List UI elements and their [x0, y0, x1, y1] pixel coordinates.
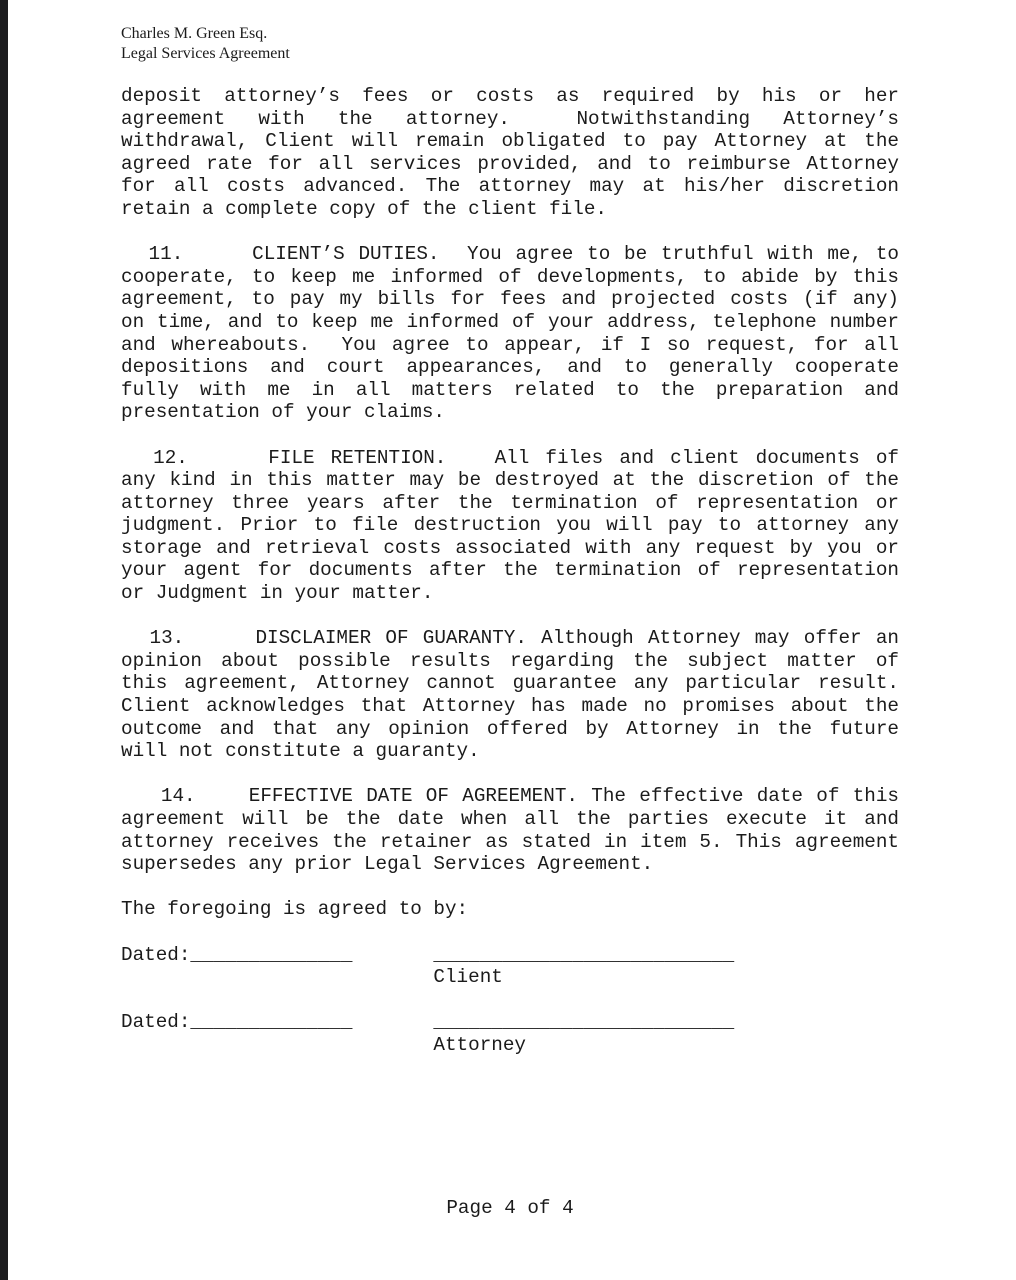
paragraph-line: for all costs advanced. The attorney may at his/her discretion: [121, 175, 899, 198]
paragraph-13-disclaimer-of-guaranty: [121, 627, 899, 763]
paragraph-line: attorney receives the retainer as stated in item 5. This agreement: [121, 830, 899, 853]
paragraph-line: agreement, to pay my bills for fees and projected costs (if any): [121, 288, 899, 311]
paragraph-line: any kind in this matter may be destroyed at the discretion of the: [121, 469, 899, 492]
paragraph-line: agreement will be the date when all the parties execute it and: [121, 808, 899, 830]
paragraph-line: withdrawal, Client will remain obligated to pay Attorney at the: [121, 130, 899, 153]
client-dated-line: Dated:______________ __________________________: [121, 943, 735, 966]
paragraph-line: fully with me in all matters related to the preparation and: [121, 378, 899, 401]
paragraph-line: supersedes any prior Legal Services Agreement.: [121, 853, 654, 876]
paragraph-12-file-retention: [121, 447, 899, 605]
paragraph-line: or Judgment in your matter.: [121, 582, 434, 605]
attorney-signature-block: [121, 1011, 899, 1056]
paragraph-line: Client acknowledges that Attorney has made no promises about the: [121, 695, 899, 718]
paragraph-line: presentation of your claims.: [121, 401, 445, 424]
paragraph-line: storage and retrieval costs associated with any request by you or: [121, 536, 899, 559]
document-title: Legal Services Agreement: [121, 45, 290, 62]
closing-statement: [121, 898, 899, 921]
paragraph-line: opinion about possible results regarding the subject matter of: [121, 649, 899, 672]
closing-statement-line: The foregoing is agreed to by:: [121, 898, 469, 921]
attorney-signature-label: Attorney: [121, 1033, 526, 1056]
paragraph-line: 13. DISCLAIMER OF GUARANTY. Although Attorney may offer an: [121, 627, 899, 650]
page-number: Page 4 of 4: [446, 1197, 574, 1219]
paragraph-line: and whereabouts. You agree to appear, if I so request, for all: [121, 333, 899, 356]
paragraph-line: agreed rate for all services provided, and to reimburse Attorney: [121, 152, 899, 175]
client-signature-label: Client: [121, 966, 503, 989]
client-signature-block: [121, 944, 899, 989]
attorney-dated-line: Dated:______________ __________________________: [121, 1011, 735, 1034]
paragraph-line: cooperate, to keep me informed of developments, to abide by this: [121, 265, 899, 288]
paragraph-line: 14. EFFECTIVE DATE OF AGREEMENT. The effective date of this: [121, 785, 899, 808]
paragraph-line: on time, and to keep me informed of your address, telephone number: [121, 310, 899, 333]
paragraph-10-continuation: [121, 85, 899, 221]
paragraph-line: will not constitute a guaranty.: [121, 740, 480, 763]
paragraph-line: agreement with the attorney. Notwithstanding Attorney’s: [121, 107, 899, 130]
paragraph-line: retain a complete copy of the client file.: [121, 197, 607, 220]
paragraph-line: 11. CLIENT’S DUTIES. You agree to be truthful with me, to: [121, 243, 899, 266]
document-header: [121, 24, 1016, 64]
paragraph-line: attorney three years after the termination of representation or: [121, 491, 899, 514]
paragraph-line: this agreement, Attorney cannot guarantee any particular result.: [121, 672, 899, 695]
paragraph-14-effective-date: [121, 785, 899, 875]
paragraph-line: depositions and court appearances, and to generally cooperate: [121, 356, 899, 379]
paragraph-11-clients-duties: [121, 243, 899, 424]
attorney-name: Charles M. Green Esq.: [121, 25, 268, 42]
paragraph-line: deposit attorney’s fees or costs as required by his or her: [121, 85, 899, 107]
paragraph-line: your agent for documents after the termination of representation: [121, 559, 899, 582]
document-body: [121, 85, 899, 1057]
scan-edge-bar: [0, 0, 8, 1280]
paragraph-line: outcome and that any opinion offered by Attorney in the future: [121, 717, 899, 740]
paragraph-line: 12. FILE RETENTION. All files and client documents of: [121, 446, 899, 469]
paragraph-line: judgment. Prior to file destruction you will pay to attorney any: [121, 514, 899, 537]
